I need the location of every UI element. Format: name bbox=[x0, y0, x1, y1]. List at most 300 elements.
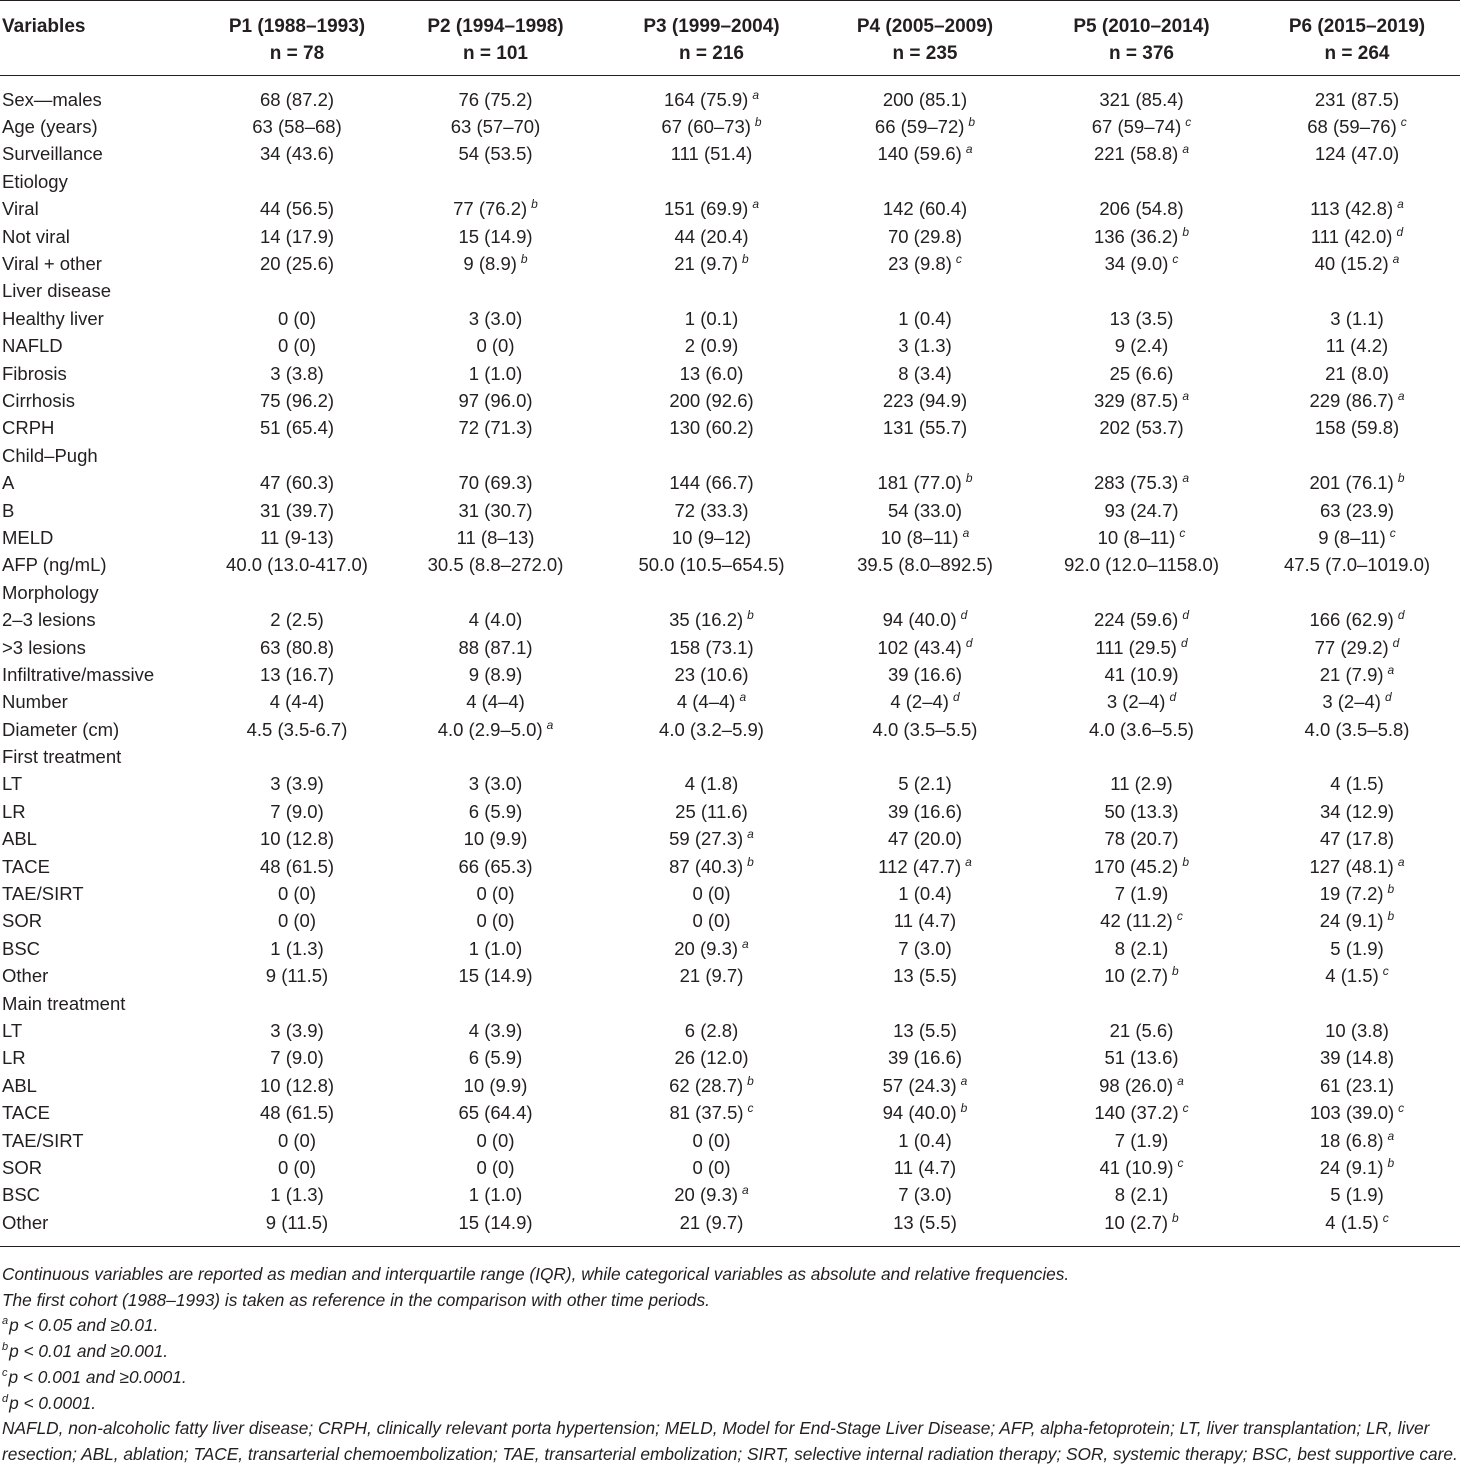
table-cell bbox=[821, 415, 1029, 442]
table-cell bbox=[1254, 1045, 1460, 1072]
cell-value: 13 (5.5) bbox=[893, 1019, 957, 1041]
significance-marker: c bbox=[747, 1101, 754, 1116]
table-cell bbox=[389, 469, 602, 496]
table-cell bbox=[205, 661, 389, 688]
cell-value: 35 (16.2) bbox=[669, 609, 744, 631]
row-label: B bbox=[2, 499, 15, 521]
cell-value: 87 (40.3) bbox=[669, 855, 744, 877]
cell-value: 3 (3.0) bbox=[468, 307, 523, 329]
significance-marker: a bbox=[1392, 252, 1400, 267]
table-row bbox=[0, 963, 1460, 990]
period-label: P5 (2010–2014) bbox=[1073, 16, 1210, 37]
cell-value: 0 (0) bbox=[277, 1156, 317, 1178]
cell-value: 41 (10.9) bbox=[1104, 663, 1179, 685]
table-cell bbox=[1254, 113, 1460, 140]
table-cell bbox=[1029, 250, 1254, 277]
table-cell bbox=[205, 1209, 389, 1247]
header-period bbox=[389, 1, 602, 76]
table-row bbox=[0, 1209, 1460, 1247]
cell-value: 39.5 (8.0–892.5) bbox=[857, 554, 993, 576]
table-cell bbox=[389, 552, 602, 579]
cell-value: 229 (86.7) bbox=[1309, 389, 1394, 411]
table-cell bbox=[389, 743, 602, 770]
table-cell bbox=[821, 196, 1029, 223]
cell-value: 63 (80.8) bbox=[259, 636, 335, 658]
cell-value: 3 (3.9) bbox=[270, 773, 324, 795]
cell-value: 21 (9.7) bbox=[679, 965, 744, 987]
header-variables: Variables bbox=[2, 16, 86, 37]
significance-marker: a bbox=[1397, 854, 1405, 869]
cell-value: 10 (9.9) bbox=[463, 828, 528, 850]
cell-value: 76 (75.2) bbox=[458, 88, 533, 110]
table-cell bbox=[205, 798, 389, 825]
cell-value: 9 (11.5) bbox=[265, 965, 329, 987]
table-cell bbox=[1029, 908, 1254, 935]
cell-value: 111 (51.4) bbox=[670, 143, 753, 165]
cell-value: 39 (16.6) bbox=[887, 1047, 963, 1069]
cell-value: 4.0 (3.5–5.5) bbox=[872, 718, 978, 740]
table-cell bbox=[205, 168, 389, 195]
table-cell bbox=[1254, 634, 1460, 661]
significance-marker: b bbox=[1182, 224, 1190, 239]
table-row bbox=[0, 1045, 1460, 1072]
table-row bbox=[0, 360, 1460, 387]
significance-marker: b bbox=[960, 1101, 968, 1116]
table-cell bbox=[821, 141, 1029, 168]
table-cell bbox=[1029, 278, 1254, 305]
significance-marker: a bbox=[1177, 1073, 1184, 1088]
cell-value: 20 (9.3) bbox=[674, 937, 739, 959]
cell-value: 131 (55.7) bbox=[882, 417, 968, 439]
cell-value: 63 (23.9) bbox=[1319, 499, 1395, 521]
cell-value: 158 (73.1) bbox=[669, 636, 754, 658]
cell-value: 51 (13.6) bbox=[1104, 1047, 1179, 1069]
row-label: Infiltrative/massive bbox=[2, 663, 155, 685]
cell-value: 10 (8–11) bbox=[1097, 526, 1176, 548]
period-n: n = 216 bbox=[679, 43, 744, 64]
table-cell bbox=[389, 442, 602, 469]
cell-value: 2 (0.9) bbox=[684, 335, 739, 357]
table-cell bbox=[821, 387, 1029, 414]
table-cell bbox=[389, 771, 602, 798]
table-cell bbox=[389, 333, 602, 360]
cell-value: 72 (33.3) bbox=[674, 499, 749, 521]
cell-value: 14 (17.9) bbox=[259, 225, 335, 247]
cell-value: 127 (48.1) bbox=[1309, 855, 1394, 877]
significance-marker: a bbox=[1387, 1128, 1395, 1143]
cell-value: 21 (8.0) bbox=[1325, 362, 1389, 384]
table-cell bbox=[389, 908, 602, 935]
cell-value: 77 (29.2) bbox=[1314, 636, 1389, 658]
cell-value: 40 (15.2) bbox=[1314, 253, 1389, 275]
footnote-text: p < 0.01 and ≥0.001. bbox=[9, 1341, 169, 1362]
footnote-text: p < 0.0001. bbox=[9, 1392, 97, 1413]
table-cell bbox=[205, 990, 389, 1017]
cell-value: 4 (4.0) bbox=[468, 609, 523, 631]
table-cell bbox=[602, 141, 821, 168]
table-row bbox=[0, 387, 1460, 414]
cell-value: 34 (43.6) bbox=[259, 143, 335, 165]
table-cell bbox=[389, 168, 602, 195]
cell-value: 142 (60.4) bbox=[882, 198, 968, 220]
cell-value: 21 (9.7) bbox=[679, 1211, 744, 1233]
footnote-text: NAFLD, non-alcoholic fatty liver disease; CRPH, clinically relevant porta hypertension; MELD, Model for End-Stage Liver Disease; AFP, alpha-fetoprotein; LT, liver transplantation; LR, liver resection; ABL, ablation; TACE, transarterial chemoembolization; TAE, transarterial embolization; SIRT, selective internal radiation therapy; SOR, systemic therapy; BSC, best supportive care. bbox=[2, 1418, 1458, 1464]
table-cell bbox=[821, 76, 1029, 114]
table-cell bbox=[602, 168, 821, 195]
significance-marker: c bbox=[1172, 252, 1179, 267]
cell-value: 25 (6.6) bbox=[1109, 362, 1174, 384]
significance-marker: d bbox=[1392, 635, 1400, 650]
significance-marker: b bbox=[531, 197, 538, 212]
table-cell bbox=[602, 1182, 821, 1209]
significance-marker: a bbox=[747, 827, 754, 842]
table-cell bbox=[602, 387, 821, 414]
significance-marker: c bbox=[1182, 1101, 1189, 1116]
cell-value: 11 (9-13) bbox=[260, 526, 334, 548]
table-cell bbox=[389, 305, 602, 332]
table-cell bbox=[1254, 469, 1460, 496]
table-cell bbox=[602, 880, 821, 907]
table-cell bbox=[389, 935, 602, 962]
table-cell bbox=[389, 387, 602, 414]
cell-value: 140 (37.2) bbox=[1094, 1102, 1179, 1124]
cell-value: 6 (5.9) bbox=[468, 1047, 523, 1069]
cell-value: 20 (9.3) bbox=[674, 1184, 739, 1206]
cell-value: 170 (45.2) bbox=[1093, 855, 1179, 877]
table-cell bbox=[205, 908, 389, 935]
table-cell bbox=[205, 250, 389, 277]
cell-value: 0 (0) bbox=[476, 1129, 515, 1151]
significance-marker: d bbox=[960, 608, 968, 623]
table-cell bbox=[1254, 1127, 1460, 1154]
cell-value: 9 (2.4) bbox=[1114, 335, 1169, 357]
cell-value: 231 (87.5) bbox=[1314, 88, 1400, 110]
cell-value: 68 (59–76) bbox=[1307, 116, 1397, 138]
significance-marker: b bbox=[1387, 882, 1395, 897]
table-cell bbox=[602, 606, 821, 633]
table-cell bbox=[1029, 415, 1254, 442]
table-cell bbox=[1029, 113, 1254, 140]
table-cell bbox=[1254, 1182, 1460, 1209]
table-cell bbox=[1254, 278, 1460, 305]
table-cell bbox=[1254, 689, 1460, 716]
footnote bbox=[2, 1416, 1458, 1467]
cell-value: 7 (9.0) bbox=[270, 800, 324, 822]
table-cell bbox=[1254, 442, 1460, 469]
table-cell bbox=[205, 278, 389, 305]
cell-value: 41 (10.9) bbox=[1099, 1156, 1174, 1178]
cell-value: 10 (8–11) bbox=[880, 526, 959, 548]
cell-value: 321 (85.4) bbox=[1099, 88, 1184, 110]
cell-value: 3 (3.0) bbox=[468, 773, 523, 795]
row-label: Other bbox=[2, 1211, 49, 1233]
cell-value: 11 (8–13) bbox=[456, 526, 535, 548]
cell-value: 47 (17.8) bbox=[1319, 828, 1395, 850]
cell-value: 0 (0) bbox=[692, 883, 731, 905]
significance-marker: d bbox=[1396, 224, 1404, 239]
footnote-text: p < 0.001 and ≥0.0001. bbox=[8, 1366, 187, 1387]
cell-value: 13 (5.5) bbox=[893, 965, 957, 987]
cell-value: 4 (4–4) bbox=[676, 691, 736, 713]
table-row bbox=[0, 141, 1460, 168]
significance-marker: b bbox=[747, 854, 754, 869]
table-cell bbox=[389, 141, 602, 168]
table-cell bbox=[389, 1099, 602, 1126]
cell-value: 10 (3.8) bbox=[1325, 1019, 1389, 1041]
section-row bbox=[0, 579, 1460, 606]
cell-value: 5 (1.9) bbox=[1330, 1184, 1384, 1206]
table-cell bbox=[1254, 1099, 1460, 1126]
significance-marker: c bbox=[1185, 115, 1192, 130]
cell-value: 44 (20.4) bbox=[674, 225, 749, 247]
cell-value: 7 (3.0) bbox=[898, 937, 952, 959]
footnote-marker: d bbox=[2, 1392, 9, 1405]
row-label: Fibrosis bbox=[2, 362, 67, 384]
cell-value: 98 (26.0) bbox=[1099, 1074, 1174, 1096]
table-cell bbox=[205, 1154, 389, 1181]
cell-value: 20 (25.6) bbox=[259, 253, 335, 275]
table-cell bbox=[1029, 1045, 1254, 1072]
cell-value: 61 (23.1) bbox=[1319, 1074, 1395, 1096]
table-cell bbox=[389, 1017, 602, 1044]
cell-value: 94 (40.0) bbox=[882, 609, 957, 631]
period-n: n = 235 bbox=[892, 43, 958, 64]
table-cell bbox=[1029, 716, 1254, 743]
period-label: P3 (1999–2004) bbox=[643, 16, 780, 37]
cell-value: 47 (20.0) bbox=[887, 828, 963, 850]
table-cell bbox=[205, 634, 389, 661]
table-cell bbox=[602, 278, 821, 305]
table-cell bbox=[1029, 963, 1254, 990]
cell-value: 0 (0) bbox=[476, 1156, 515, 1178]
table-cell bbox=[389, 689, 602, 716]
table-cell bbox=[1029, 579, 1254, 606]
table-cell bbox=[1254, 497, 1460, 524]
table-cell bbox=[821, 716, 1029, 743]
table-cell bbox=[1254, 606, 1460, 633]
table-row bbox=[0, 1099, 1460, 1126]
table-cell bbox=[1254, 524, 1460, 551]
table-cell bbox=[821, 935, 1029, 962]
footnote-marker: c bbox=[2, 1366, 8, 1379]
table-cell bbox=[389, 196, 602, 223]
row-label: TACE bbox=[2, 855, 50, 877]
table-cell bbox=[602, 524, 821, 551]
cell-value: 13 (16.7) bbox=[259, 663, 335, 685]
table-cell bbox=[821, 168, 1029, 195]
cell-value: 130 (60.2) bbox=[669, 417, 754, 439]
table-row bbox=[0, 469, 1460, 496]
table-cell bbox=[821, 880, 1029, 907]
table-cell bbox=[389, 76, 602, 114]
table-row bbox=[0, 415, 1460, 442]
row-label: CRPH bbox=[2, 417, 55, 439]
significance-marker: b bbox=[1182, 854, 1190, 869]
cell-value: 94 (40.0) bbox=[882, 1102, 957, 1124]
table-cell bbox=[1029, 661, 1254, 688]
table-cell bbox=[205, 963, 389, 990]
table-cell bbox=[821, 771, 1029, 798]
table-cell bbox=[821, 634, 1029, 661]
row-label: ABL bbox=[2, 828, 37, 850]
table-cell bbox=[821, 579, 1029, 606]
table-cell bbox=[1029, 1209, 1254, 1247]
cell-value: 78 (20.7) bbox=[1104, 828, 1179, 850]
cell-value: 4.0 (2.9–5.0) bbox=[437, 718, 543, 740]
cell-value: 223 (94.9) bbox=[882, 389, 968, 411]
table-cell bbox=[1254, 250, 1460, 277]
table-cell bbox=[1029, 196, 1254, 223]
row-label: Viral + other bbox=[2, 253, 102, 275]
cell-value: 25 (11.6) bbox=[675, 800, 748, 822]
cell-value: 5 (1.9) bbox=[1330, 937, 1384, 959]
cell-value: 54 (33.0) bbox=[887, 499, 963, 521]
cell-value: 166 (62.9) bbox=[1309, 609, 1394, 631]
table-cell bbox=[602, 76, 821, 114]
cell-value: 11 (4.2) bbox=[1325, 335, 1389, 357]
table-cell bbox=[389, 1182, 602, 1209]
cell-value: 70 (69.3) bbox=[458, 472, 533, 494]
row-label: Diameter (cm) bbox=[2, 718, 120, 740]
table-cell bbox=[821, 743, 1029, 770]
table-cell bbox=[1254, 661, 1460, 688]
table-cell bbox=[602, 634, 821, 661]
significance-marker: c bbox=[1179, 525, 1186, 540]
table-cell bbox=[602, 716, 821, 743]
table-cell bbox=[602, 360, 821, 387]
cell-value: 81 (37.5) bbox=[669, 1102, 744, 1124]
table-cell bbox=[821, 689, 1029, 716]
table-cell bbox=[205, 141, 389, 168]
table-cell bbox=[205, 826, 389, 853]
significance-marker: a bbox=[1387, 662, 1395, 677]
period-n: n = 101 bbox=[463, 43, 528, 64]
table-row bbox=[0, 1072, 1460, 1099]
table-cell bbox=[1029, 360, 1254, 387]
table-cell bbox=[205, 1127, 389, 1154]
section-label: Main treatment bbox=[2, 992, 126, 1014]
table-cell bbox=[389, 1154, 602, 1181]
cell-value: 4 (2–4) bbox=[890, 691, 949, 713]
cell-value: 0 (0) bbox=[277, 335, 317, 357]
row-label: AFP (ng/mL) bbox=[2, 554, 107, 576]
table-row bbox=[0, 113, 1460, 140]
table-row bbox=[0, 908, 1460, 935]
table-cell bbox=[389, 113, 602, 140]
table-cell bbox=[602, 442, 821, 469]
table-cell bbox=[602, 250, 821, 277]
cell-value: 112 (47.7) bbox=[878, 855, 962, 877]
table-cell bbox=[1029, 798, 1254, 825]
row-label: LT bbox=[2, 773, 23, 795]
cell-value: 1 (1.0) bbox=[468, 937, 523, 959]
cell-value: 0 (0) bbox=[277, 883, 317, 905]
significance-marker: c bbox=[1382, 964, 1389, 979]
cell-value: 47.5 (7.0–1019.0) bbox=[1283, 554, 1431, 576]
table-cell bbox=[1254, 963, 1460, 990]
table-cell bbox=[821, 963, 1029, 990]
row-label: TAE/SIRT bbox=[2, 1129, 84, 1151]
cell-value: 13 (6.0) bbox=[679, 362, 744, 384]
cell-value: 4 (1.5) bbox=[1325, 1211, 1379, 1233]
cell-value: 140 (59.6) bbox=[877, 143, 962, 165]
table-cell bbox=[1029, 552, 1254, 579]
significance-marker: c bbox=[1382, 1210, 1389, 1225]
section-row bbox=[0, 278, 1460, 305]
table-cell bbox=[1254, 333, 1460, 360]
cell-value: 8 (2.1) bbox=[1114, 937, 1169, 959]
table-cell bbox=[205, 1045, 389, 1072]
cell-value: 13 (5.5) bbox=[893, 1211, 957, 1233]
table-cell bbox=[1029, 524, 1254, 551]
table-cell bbox=[205, 579, 389, 606]
cell-value: 1 (0.4) bbox=[898, 307, 952, 329]
table-row bbox=[0, 771, 1460, 798]
cell-value: 124 (47.0) bbox=[1314, 143, 1400, 165]
significance-marker: b bbox=[1397, 471, 1405, 486]
table-cell bbox=[205, 387, 389, 414]
cell-value: 224 (59.6) bbox=[1093, 609, 1179, 631]
table-cell bbox=[205, 689, 389, 716]
table-cell bbox=[1254, 743, 1460, 770]
cell-value: 4.0 (3.2–5.9) bbox=[659, 718, 764, 740]
table-cell bbox=[389, 880, 602, 907]
cell-value: 4 (1.5) bbox=[1330, 773, 1384, 795]
table-cell bbox=[602, 963, 821, 990]
table-cell bbox=[205, 415, 389, 442]
cell-value: 10 (2.7) bbox=[1104, 1211, 1169, 1233]
period-n: n = 78 bbox=[269, 43, 325, 64]
significance-marker: a bbox=[1397, 388, 1405, 403]
table-cell bbox=[205, 76, 389, 114]
table-cell bbox=[602, 415, 821, 442]
significance-marker: c bbox=[955, 252, 962, 267]
row-label: TACE bbox=[2, 1102, 50, 1124]
table-cell bbox=[1029, 223, 1254, 250]
table-footnotes bbox=[2, 1262, 1458, 1468]
header-period bbox=[821, 1, 1029, 76]
cell-value: 9 (8–11) bbox=[1318, 526, 1386, 548]
cell-value: 48 (61.5) bbox=[259, 1102, 335, 1124]
footnote bbox=[2, 1365, 1458, 1391]
table-cell bbox=[602, 743, 821, 770]
row-label: BSC bbox=[2, 1184, 41, 1206]
significance-marker: d bbox=[1397, 608, 1405, 623]
cell-value: 3 (2–4) bbox=[1322, 691, 1381, 713]
table-cell bbox=[602, 990, 821, 1017]
cell-value: 200 (85.1) bbox=[882, 88, 968, 110]
significance-marker: a bbox=[752, 87, 760, 102]
table-cell bbox=[205, 442, 389, 469]
table-cell bbox=[205, 223, 389, 250]
table-cell bbox=[602, 1099, 821, 1126]
table-cell bbox=[205, 935, 389, 962]
cell-value: 31 (39.7) bbox=[259, 499, 335, 521]
table-cell bbox=[1254, 1072, 1460, 1099]
row-label: LR bbox=[2, 1047, 26, 1069]
table-row bbox=[0, 250, 1460, 277]
cell-value: 65 (64.4) bbox=[458, 1102, 533, 1124]
table-row bbox=[0, 223, 1460, 250]
table-cell bbox=[1254, 552, 1460, 579]
cell-value: 15 (14.9) bbox=[458, 225, 533, 247]
cell-value: 6 (5.9) bbox=[468, 800, 523, 822]
cell-value: 34 (12.9) bbox=[1319, 800, 1395, 822]
row-label: NAFLD bbox=[2, 335, 63, 357]
cell-value: 8 (2.1) bbox=[1114, 1184, 1169, 1206]
table-cell bbox=[389, 853, 602, 880]
cell-value: 3 (1.3) bbox=[898, 335, 952, 357]
